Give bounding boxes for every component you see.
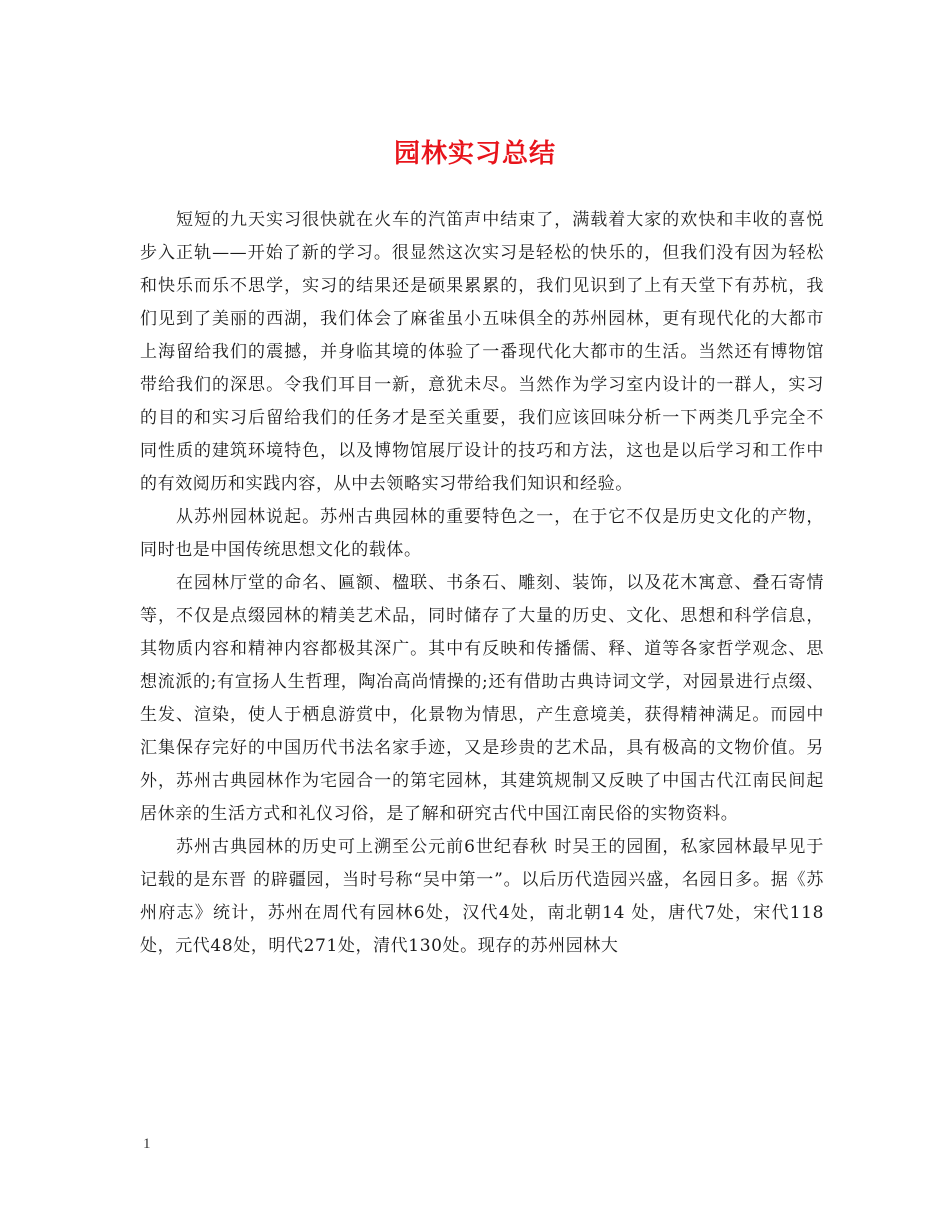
- paragraph: 短短的九天实习很快就在火车的汽笛声中结束了，满载着大家的欢快和丰收的喜悦步入正轨——开始了新的学习。很显然这次实习是轻松的快乐的，但我们没有因为轻松和快乐而乐不思学，实习的结果还是硕果累累的，我们见识到了上有天堂下有苏杭，我们见到了美丽的西湖，我们体会了麻雀虽小五味俱全的苏州园林，更有现代化的大都市上海留给我们的震撼，并身临其境的体验了一番现代化大都市的生活。当然还有博物馆带给我们的深思。令我们耳目一新，意犹未尽。当然作为学习室内设计的一群人，实习的目的和实习后留给我们的任务才是至关重要，我们应该回味分析一下两类几乎完全不同性质的建筑环境特色，以及博物馆展厅设计的技巧和方法，这也是以后学习和工作中的有效阅历和实践内容，从中去领略实习带给我们知识和经验。: [140, 210, 824, 494]
- page-number: 1: [143, 1136, 151, 1152]
- paragraph: 从苏州园林说起。苏州古典园林的重要特色之一，在于它不仅是历史文化的产物，同时也是中国传统思想文化的载体。: [140, 507, 824, 560]
- page-title: 园林实习总结: [393, 139, 556, 169]
- paragraph: 在园林厅堂的命名、匾额、楹联、书条石、雕刻、装饰，以及花木寓意、叠石寄情等，不仅是点缀园林的精美艺术品，同时储存了大量的历史、文化、思想和科学信息，其物质内容和精神内容都极其深广。其中有反映和传播儒、释、道等各家哲学观念、思想流派的;有宣扬人生哲理，陶冶高尚情操的;还有借助古典诗词文学，对园景进行点缀、生发、渲染，使人于栖息游赏中，化景物为情思，产生意境美，获得精神满足。而园中汇集保存完好的中国历代书法名家手迹，又是珍贵的艺术品，具有极高的文物价值。另外，苏州古典园林作为宅园合一的第宅园林，其建筑规制又反映了中国古代江南民间起居休亲的生活方式和礼仪习俗，是了解和研究古代中国江南民俗的实物资料。: [140, 573, 824, 824]
- document-body: [140, 204, 824, 963]
- paragraph: 苏州古典园林的历史可上溯至公元前6世纪春秋 时吴王的园囿，私家园林最早见于记载的是东晋 的辟疆园，当时号称“吴中第一”。以后历代造园兴盛，名园日多。据《苏州府志》统计，苏州在周代有园林6处，汉代4处，南北朝14 处，唐代7处，宋代118处，元代48处，明代271处，清代130处。现存的苏州园林大: [140, 837, 824, 956]
